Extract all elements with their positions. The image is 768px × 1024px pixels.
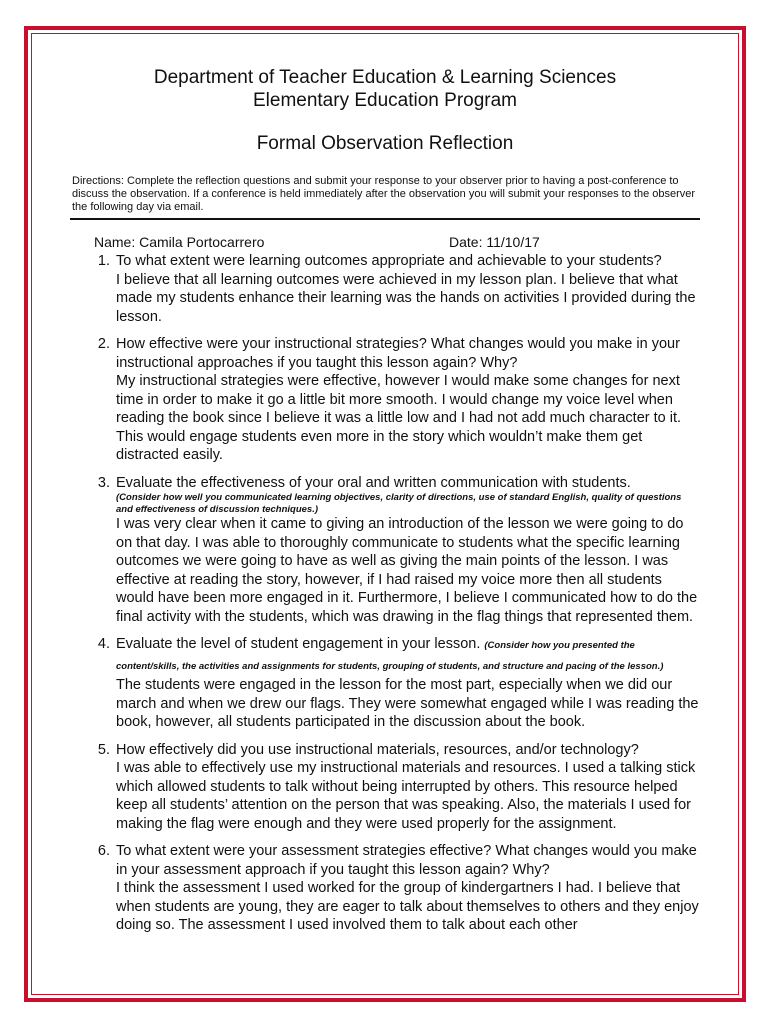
question-list xyxy=(70,252,700,935)
question-item xyxy=(70,842,700,935)
answer-text: I believe that all learning outcomes were achieved in my lesson plan. I believe that what made my students enhance their learning was the hands on activities I provided during the lesson. xyxy=(116,271,696,325)
question-item xyxy=(70,474,700,627)
question-text: To what extent were learning outcomes appropriate and achievable to your students? xyxy=(116,253,662,269)
question-number: 3. xyxy=(97,474,110,491)
question-text-with-note xyxy=(116,635,700,676)
directions-text: Directions: Complete the reflection questions and submit your response to your observer prior to having a post-conference to discuss the observation. If a conference is held immediately after the observation you will submit your responses to the observer the following day via email. xyxy=(72,175,696,213)
document-header xyxy=(70,66,700,112)
question-number: 2. xyxy=(97,336,110,352)
answer-text: The students were engaged in the lesson for the most part, especially when we did our march and when we drew our flags. They were somewhat engaged while I was reading the book, however, all students participated in the discussion about the book. xyxy=(116,677,699,730)
question-text: Evaluate the level of student engagement in your lesson. xyxy=(116,636,481,652)
document-content xyxy=(70,66,700,944)
department-title: Department of Teacher Education & Learning Sciences xyxy=(153,67,617,88)
reflection-date: Date: 11/10/17 xyxy=(449,234,540,250)
meta-row xyxy=(94,234,700,250)
question-number: 6. xyxy=(97,843,110,859)
question-number: 4. xyxy=(97,636,110,652)
answer-text: I think the assessment I used worked for the group of kindergartners I had. I believe that when students are young, they are eager to talk about themselves to others and they enjoy doing so. The assessment I used involved them to talk about each other xyxy=(116,880,699,933)
question-item xyxy=(70,635,700,732)
header-divider xyxy=(70,218,700,220)
student-name: Name: Camila Portocarrero xyxy=(94,234,265,250)
question-item xyxy=(70,252,700,326)
question-item xyxy=(70,335,700,465)
answer-text: My instructional strategies were effective, however I would make some changes for next time in order to make it go a little bit more smooth. I would change my voice level when reading the book since I believe it was a little low and I had not add much character to it. This would engage students even more in the story which wouldn’t make them get distracted easily. xyxy=(116,373,682,463)
answer-text: I was able to effectively use my instructional materials and resources. I used a talking stick which allowed students to talk without being interrupted by others. This resource helped keep all students’ attention on the person that was speaking. Also, the materials I used for making the flag were enough and they were used properly for the assignment. xyxy=(116,760,696,832)
question-text: To what extent were your assessment strategies effective? What changes would you make in your assessment approach if you taught this lesson again? Why? xyxy=(116,843,697,878)
report-title: Formal Observation Reflection xyxy=(256,133,514,154)
question-number: 5. xyxy=(97,741,110,758)
program-title: Elementary Education Program xyxy=(252,90,517,111)
question-note: (Consider how well you communicated learning objectives, clarity of directions, use of standard English, quality of questions and effectiveness of discussion techniques.) xyxy=(116,492,682,515)
question-text: How effective were your instructional strategies? What changes would you make in your instructional approaches if you taught this lesson again? Why? xyxy=(116,336,680,371)
answer-text: I was very clear when it came to giving an introduction of the lesson we were going to do on that day. I was able to thoroughly communicate to students what the specific learning outcomes we were going to have as well as giving the main points of the lesson. I was effective at reading the story, however, if I had raised my voice more then all students would have been more engaged in it. Furthermore, I believe I communicated how to do the final activity with the students, which was drawing in the flag things that represented them. xyxy=(116,516,698,625)
question-item xyxy=(70,741,700,834)
question-number: 1. xyxy=(97,253,110,269)
question-text: How effectively did you use instructional materials, resources, and/or technology? xyxy=(116,741,639,758)
question-text: Evaluate the effectiveness of your oral and written communication with students. xyxy=(116,474,631,491)
question-note: (Consider how you presented the content/skills, the activities and assignments for students, grouping of students, and structure and pacing of the lesson.) xyxy=(116,640,664,672)
